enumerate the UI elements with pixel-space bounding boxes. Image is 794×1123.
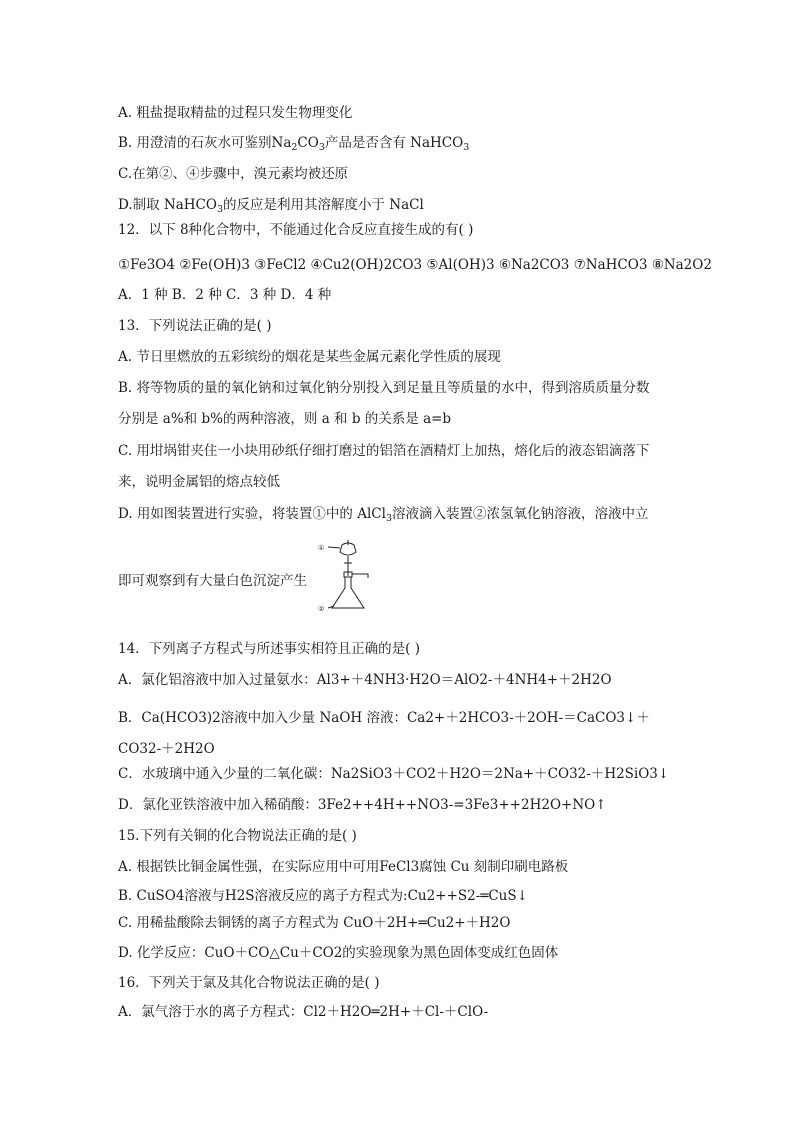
q11-option-b-sub2: 3 [318,142,325,153]
q14-option-b: B．Ca(HCO3)2溶液中加入少量 NaOH 溶液：Ca2+＋2HCO3-＋2OH-＝CaCO3↓＋CO32-＋2H2O [118,710,650,757]
q11-option-b-sub1: 2 [291,142,298,153]
q15-option-c: C. 用稀盐酸除去铜锈的离子方程式为 CuO＋2H+═Cu2+＋H2O [118,915,511,931]
q13-option-d-line1 [118,505,648,523]
q15-option-a: A. 根据铁比铜金属性强，在实际应用中可用FeCl3腐蚀 Cu 刻制印刷电路板 [118,859,569,875]
q12-stem: 12．以下 8种化合物中，不能通过化合反应直接生成的有( ) [118,222,474,238]
q11-option-d-pre: D.制取 NaHCO [118,197,217,213]
q15-stem: 15.下列有关铜的化合物说法正确的是( ) [118,828,357,844]
q12-choices: A．1 种 B．2 种 C．3 种 D．4 种 [118,287,332,303]
figure-label-1: ① [318,544,325,552]
q11-option-b-mid1: CO [297,135,319,151]
q13-stem: 13．下列说法正确的是( ) [118,318,272,334]
q14-option-d: D．氯化亚铁溶液中加入稀硝酸：3Fe2++4H++NO3-=3Fe3++2H2O+NO↑ [118,797,607,813]
q11-option-a: A. 粗盐提取精盐的过程只发生物理变化 [118,105,353,121]
q14-stem: 14．下列离子方程式与所述事实相符且正确的是( ) [118,641,421,657]
q13-option-d-line2: 即可观察到有大量白色沉淀产生 [118,573,307,589]
q11-option-d-sub: 3 [216,204,224,215]
q11-option-b [118,134,469,152]
q13-option-d-sub: 3 [385,513,392,524]
q13-option-d-post: 溶液滴入装置②浓氢氧化钠溶液，溶液中立 [391,506,649,522]
q12-compound-list: ①Fe3O4 ②Fe(OH)3 ③FeCl2 ④Cu2(OH)2CO3 ⑤Al(OH)3 ⑥Na2CO3 ⑦NaHCO3 ⑧Na2O2 [118,257,712,273]
q13-option-d-pre: D. 用如图装置进行实验，将装置①中的 AlCl [118,506,386,522]
apparatus-figure [318,536,378,616]
q13-option-c-line2: 来，说明金属铝的熔点较低 [118,474,280,490]
q13-option-b-line2: 分别是 a%和 b%的两种溶液，则 a 和 b 的关系是 a=b [118,411,452,427]
q11-option-b-pre: B. 用澄清的石灰水可鉴别Na [118,135,292,151]
q14-option-a: A．氯化铝溶液中加入过量氨水：Al3+＋4NH3·H2O＝AlO2-＋4NH4+＋2H2O [118,672,612,688]
conical-flask-shape [332,577,364,608]
q11-option-d [118,196,424,214]
q15-option-d: D. 化学反应：CuO＋CO△Cu＋CO2的实验现象为黑色固体变成红色固体 [118,945,559,961]
q11-option-b-sub3: 3 [463,142,470,153]
q15-option-b: B. CuSO4溶液与H2S溶液反应的离子方程式为:Cu2++S2-═CuS↓ [118,888,528,904]
figure-label-2: ② [318,605,325,613]
q11-option-b-mid2: 产品是否含有 NaHCO [324,135,464,151]
q16-option-a: A．氯气溶于水的离子方程式：Cl2＋H2O═2H+＋Cl-＋ClO- [118,1004,489,1020]
q16-stem: 16．下列关于氯及其化合物说法正确的是( ) [118,975,380,991]
q14-option-c: C．水玻璃中通入少量的二氧化碳：Na2SiO3＋CO2＋H2O＝2Na+＋CO32-＋H2SiO3↓ [118,766,670,782]
q11-option-c: C.在第②、④步骤中，溴元素均被还原 [118,166,349,182]
q13-option-c-line1: C. 用坩埚钳夹住一小块用砂纸仔细打磨过的铝箔在酒精灯上加热，熔化后的液态铝滴落下 [118,443,650,459]
q11-option-d-post: 的反应是利用其溶解度小于 NaCl [223,197,424,213]
q13-option-b-line1: B. 将等物质的量的氧化钠和过氧化钠分别投入到足量且等质量的水中，得到溶质质量分数 [118,380,650,396]
q13-option-a: A. 节日里燃放的五彩缤纷的烟花是某些金属元素化学性质的展现 [118,349,501,365]
